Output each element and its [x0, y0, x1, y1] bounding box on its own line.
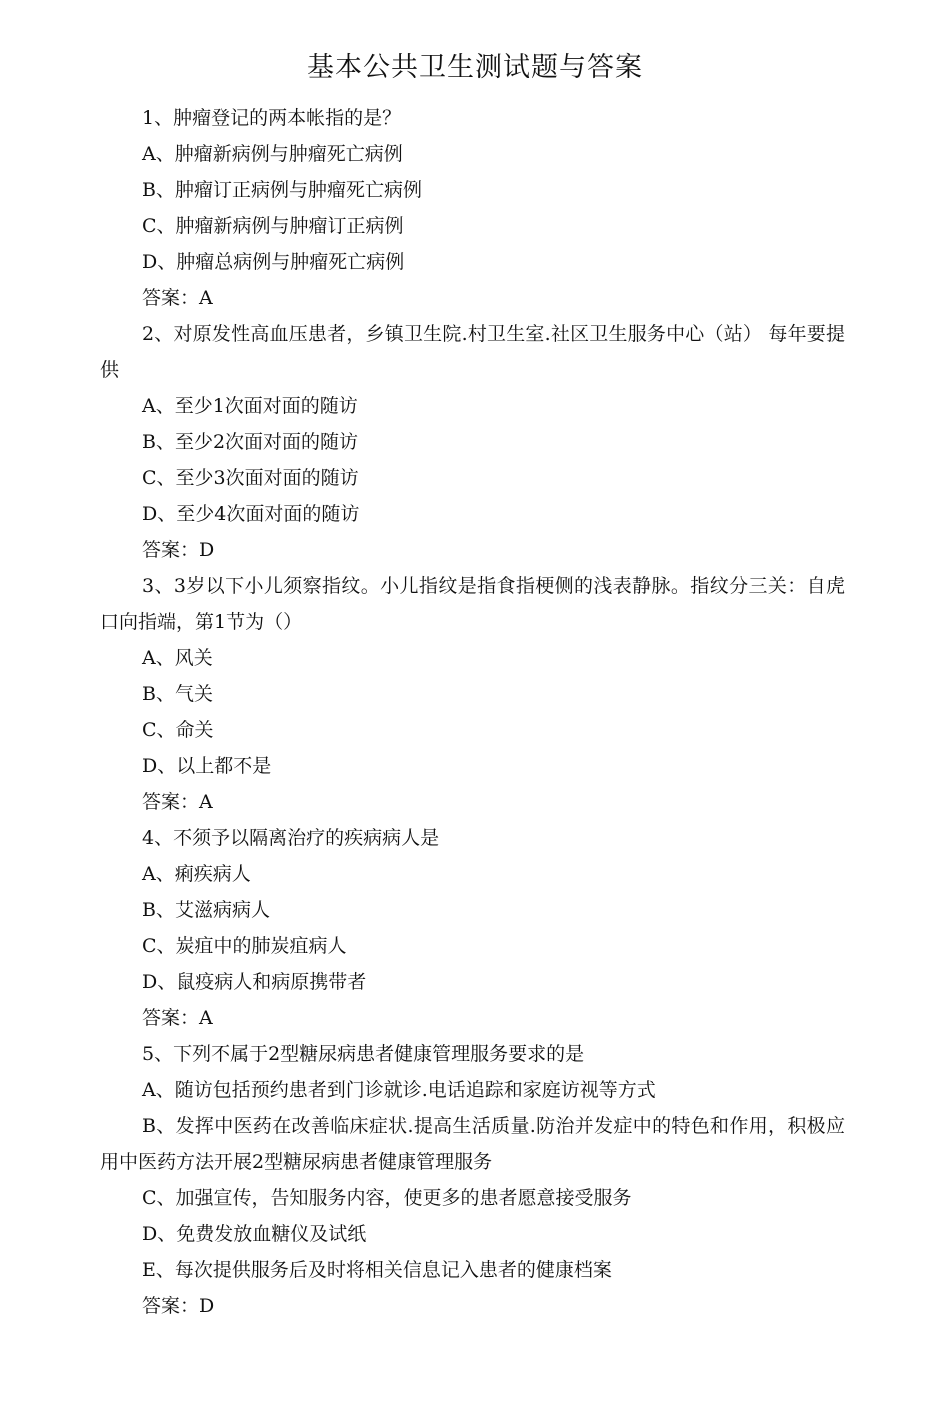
question-1 — [100, 100, 845, 316]
question-5 — [100, 1036, 845, 1324]
option-b: B、肿瘤订正病例与肿瘤死亡病例 — [142, 179, 422, 201]
answer: 答案：A — [142, 287, 213, 309]
answer: 答案：A — [142, 1007, 213, 1029]
option-c: C、加强宣传，告知服务内容，使更多的患者愿意接受服务 — [142, 1187, 632, 1209]
option-a: A、肿瘤新病例与肿瘤死亡病例 — [142, 143, 403, 165]
answer: 答案：A — [142, 791, 213, 813]
question-stem: 4、不须予以隔离治疗的疾病病人是 — [142, 827, 440, 849]
option-b: B、至少2次面对面的随访 — [142, 431, 359, 453]
option-d: D、鼠疫病人和病原携带者 — [142, 971, 367, 993]
question-2 — [100, 316, 845, 568]
question-3 — [100, 568, 845, 820]
option-b: B、气关 — [142, 683, 213, 705]
option-b: B、艾滋病病人 — [142, 899, 270, 921]
option-d: D、至少4次面对面的随访 — [142, 503, 360, 525]
option-a: A、至少1次面对面的随访 — [142, 395, 358, 417]
option-d: D、以上都不是 — [142, 755, 272, 777]
option-c: C、至少3次面对面的随访 — [142, 467, 359, 489]
question-stem: 2、对原发性高血压患者，乡镇卫生院.村卫生室.社区卫生服务中心（站） 每年要提供 — [100, 323, 845, 381]
question-4 — [100, 820, 845, 1036]
option-a: A、随访包括预约患者到门诊就诊.电话追踪和家庭访视等方式 — [142, 1079, 656, 1101]
option-a: A、痢疾病人 — [142, 863, 251, 885]
option-e: E、每次提供服务后及时将相关信息记入患者的健康档案 — [142, 1259, 612, 1281]
option-d: D、肿瘤总病例与肿瘤死亡病例 — [142, 251, 405, 273]
answer: 答案：D — [142, 1295, 215, 1317]
option-d: D、免费发放血糖仪及试纸 — [142, 1223, 367, 1245]
question-stem: 3、3岁以下小儿须察指纹。小儿指纹是指食指梗侧的浅表静脉。指纹分三关：自虎口向指端，第1节为（） — [100, 575, 845, 633]
option-c: C、命关 — [142, 719, 214, 741]
answer: 答案：D — [142, 539, 215, 561]
question-list — [100, 100, 845, 1324]
question-stem: 5、下列不属于2型糖尿病患者健康管理服务要求的是 — [142, 1043, 585, 1065]
document-title: 基本公共卫生测试题与答案 — [307, 52, 643, 83]
option-b: B、发挥中医药在改善临床症状.提高生活质量.防治并发症中的特色和作用，积极应用中医药方法开展2型糖尿病患者健康管理服务 — [100, 1115, 845, 1173]
option-c: C、肿瘤新病例与肿瘤订正病例 — [142, 215, 404, 237]
option-a: A、风关 — [142, 647, 213, 669]
question-stem: 1、肿瘤登记的两本帐指的是？ — [142, 107, 402, 129]
option-c: C、炭疽中的肺炭疽病人 — [142, 935, 347, 957]
